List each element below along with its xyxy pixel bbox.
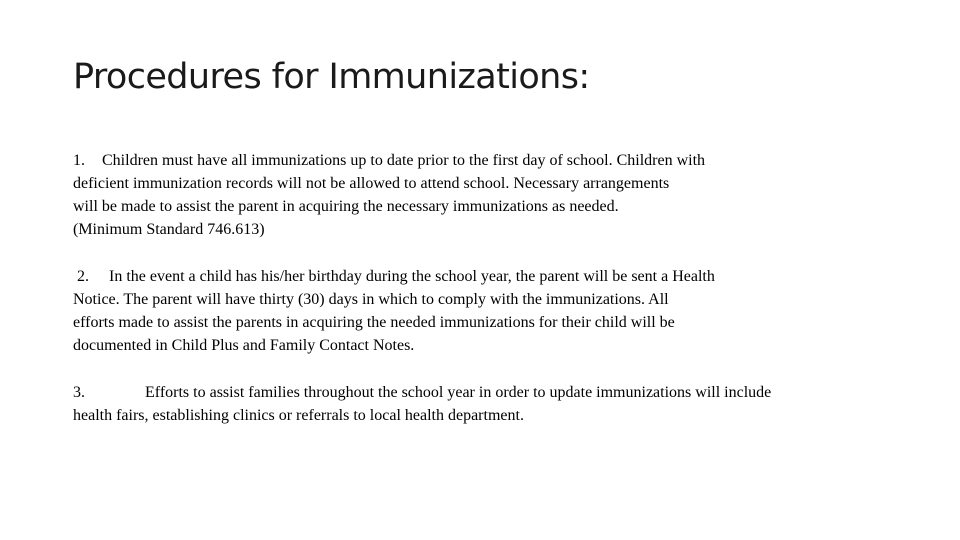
procedure-item-1 (73, 149, 705, 241)
procedure-line (73, 381, 771, 404)
procedure-item-3 (73, 381, 771, 427)
line-text: Children must have all immunizations up to date prior to the first day of school. Children with (102, 152, 706, 169)
procedure-line: deficient immunization records will not be allowed to attend school. Necessary arrangements (73, 175, 670, 192)
procedure-line (73, 265, 715, 288)
procedure-line: documented in Child Plus and Family Contact Notes. (73, 337, 415, 354)
procedure-line: Notice. The parent will have thirty (30) days in which to comply with the immunizations. All (73, 291, 669, 308)
item-number: 1. (73, 152, 85, 169)
line-text: In the event a child has his/her birthday during the school year, the parent will be sent a Health (109, 268, 715, 285)
procedure-item-2 (73, 265, 715, 357)
item-number: 3. (73, 384, 85, 401)
procedure-line: health fairs, establishing clinics or referrals to local health department. (73, 407, 524, 424)
procedure-line: efforts made to assist the parents in acquiring the needed immunizations for their child will be (73, 314, 675, 331)
slide-title: Procedures for Immunizations: (73, 57, 590, 97)
item-number: 2. (77, 268, 89, 285)
procedure-line: will be made to assist the parent in acquiring the necessary immunizations as needed. (73, 198, 619, 215)
line-text: Efforts to assist families throughout the school year in order to update immunizations will include (145, 384, 772, 401)
procedure-line: (Minimum Standard 746.613) (73, 221, 265, 238)
procedure-line (73, 149, 705, 172)
